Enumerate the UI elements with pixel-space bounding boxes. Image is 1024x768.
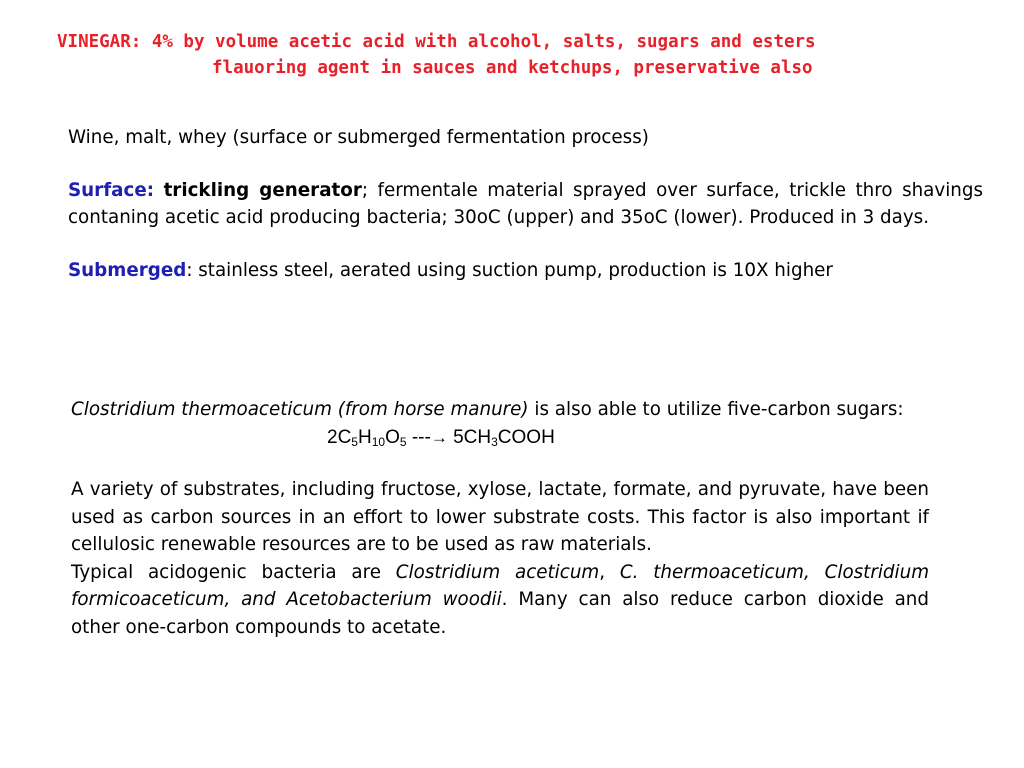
right-arrow-icon: →: [430, 427, 448, 447]
surface-label: Surface:: [68, 179, 155, 201]
submerged-paragraph: [68, 257, 983, 285]
submerged-text: : stainless steel, aerated using suction pump, production is 10X higher: [186, 259, 833, 281]
title-line-2: flauoring agent in sauces and ketchups, preservative also: [212, 58, 813, 78]
clostridium-section: [71, 396, 929, 641]
eq-sub-c: 5: [351, 434, 358, 449]
organism-name: Clostridium thermoaceticum (from horse manure): [71, 399, 529, 420]
eq-dashes: ---: [406, 426, 431, 448]
vinegar-process-section: [68, 124, 983, 284]
surface-term: trickling generator: [163, 179, 362, 201]
eq-rhs-cooh: COOH: [497, 426, 555, 448]
eq-lhs-h: H: [357, 426, 372, 448]
species-sep: ,: [599, 561, 620, 583]
organism-text: is also able to utilize five-carbon sugars:: [528, 399, 904, 420]
eq-lhs-o: O: [385, 426, 400, 448]
acidogenic-lead: Typical acidogenic bacteria are: [71, 561, 396, 583]
eq-sub-h: 10: [371, 434, 386, 449]
eq-sub-o: 5: [399, 434, 407, 449]
title-line-1: VINEGAR: 4% by volume acetic acid with alcohol, salts, sugars and esters: [57, 32, 816, 52]
acidogenic-tail: . Many can also reduce carbon dioxide and other one-carbon compounds to acetate.: [71, 589, 929, 638]
clostridium-paragraph: [71, 396, 929, 424]
substrates-paragraph: A variety of substrates, including fructose, xylose, lactate, formate, and pyruvate, have been used as carbon sources in an effort to lower substrate costs. This factor is also important if cellulosic renewable resources are to be used as raw materials.: [71, 479, 929, 555]
acidogenic-paragraph: [71, 559, 929, 642]
process-intro: Wine, malt, whey (surface or submerged fermentation process): [68, 127, 649, 148]
reaction-equation: [71, 424, 929, 452]
eq-rhs-ch: 5CH: [447, 426, 492, 448]
surface-text: ; fermentale material sprayed over surface, trickle thro shavings contaning acetic acid producing bacteria; 30oC (upper) and 35oC (lower). Produced in 3 days.: [68, 179, 983, 228]
eq-sub-rhs: 3: [491, 434, 498, 449]
surface-paragraph: [68, 177, 983, 232]
species-1: Clostridium aceticum: [395, 561, 600, 583]
eq-lhs-c: 2C: [327, 426, 352, 448]
slide-title: [57, 29, 957, 81]
species-2: C. thermoaceticum, Clostridium formicoaceticum, and Acetobacterium woodii: [71, 561, 929, 610]
submerged-label: Submerged: [68, 259, 187, 281]
